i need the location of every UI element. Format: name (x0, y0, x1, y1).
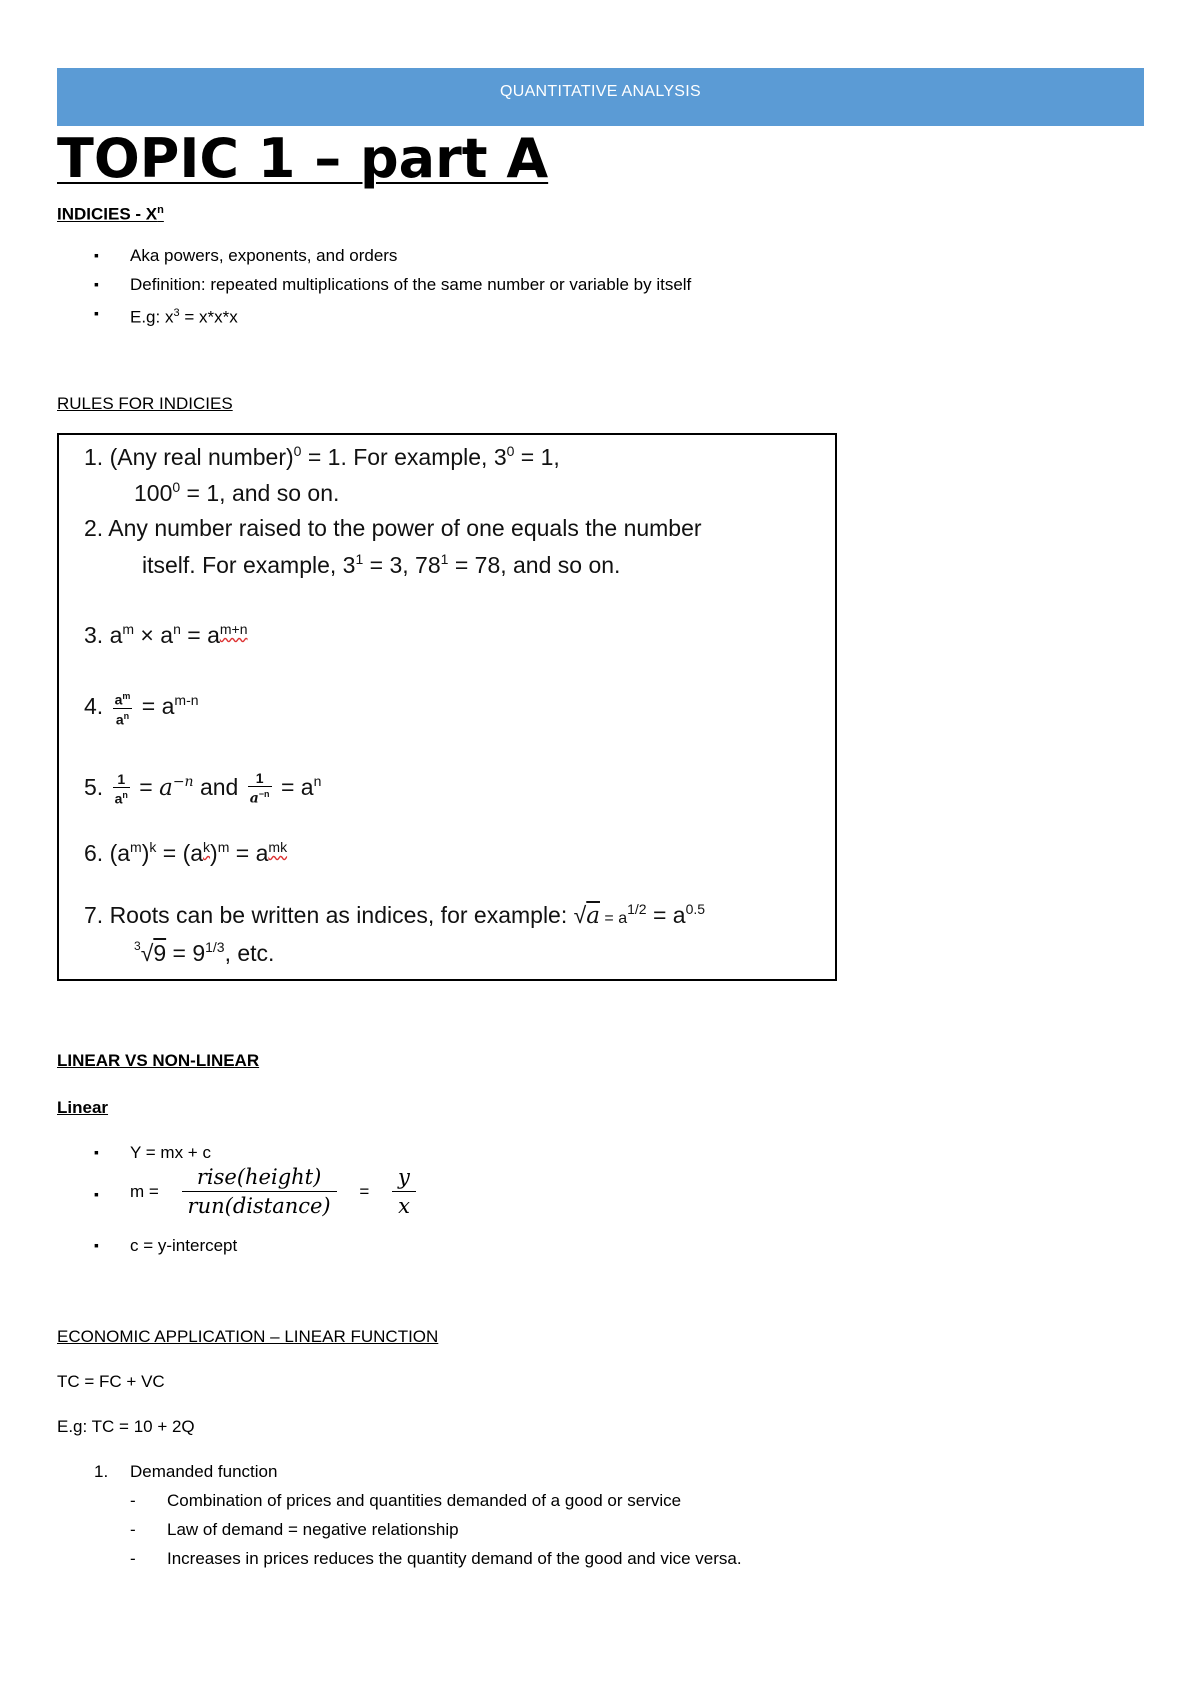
list-item: ▪ c = y-intercept (94, 1236, 238, 1255)
cube-root-icon: √ (140, 940, 154, 966)
rules-box (57, 433, 837, 981)
rule-4: 4. $\frac{a^m}{a^n}$ = $a^{m-n}$ (84, 691, 199, 728)
indices-heading: INDICIES - $X^n$ (57, 204, 164, 224)
linear-subheading: Linear (57, 1098, 109, 1117)
rule-4-fraction: $\frac{a^m}{a^n}$ (114, 691, 131, 728)
demand-sublist (57, 1486, 742, 1573)
tc-example: E.g: TC = 10 + 2Q (57, 1417, 195, 1436)
list-item: ▪ m = $\frac{\text{rise(height)}}{\text{run(distance)}}$ = $\frac{y}{x}$ (57, 1163, 416, 1220)
header-text: QUANTITATIVE ANALYSIS (499, 83, 701, 100)
list-item: ▪ Definition: repeated multiplications of the same number or variable by itself (57, 270, 691, 299)
demand-list (57, 1457, 742, 1573)
rule-2-line-2: itself. For example, $3^1 = 3$, $78^1 = 78$, and so on. (142, 551, 621, 578)
rule-5-fraction-1: $\frac{1}{a^n}$ (114, 770, 128, 807)
rule-2-line-1: 2. Any number raised to the power of one equals the number (84, 515, 702, 541)
rules-heading: RULES FOR INDICIES (57, 394, 233, 413)
list-item: ▪ E.g: $x^3 = x*x*x$ (57, 299, 691, 332)
rule-5: 5. $\frac{1}{a^n}$ = $a^{-n}$ and $\frac{1}{a^{-n}}$ = $a^n$ (84, 770, 322, 807)
rule-1-line-1: 1. (Any real number)$^0$ = 1. For example, $3^0 = 1$, (84, 443, 560, 470)
rule-7-line-1: 7. Roots can be written as indices, for example: $√a = a^{1/2} = a^{0.5}$ (84, 901, 706, 929)
indices-bullet-list (57, 241, 691, 332)
rule-6: 6. $(a^m)^k = (a^k)^m = a^{mk}$ (84, 839, 288, 866)
list-item: - Combination of prices and quantities demanded of a good or service (57, 1486, 742, 1515)
list-item: - Increases in prices reduces the quantity demand of the good and vice versa. (57, 1544, 742, 1573)
economic-heading: ECONOMIC APPLICATION – LINEAR FUNCTION (57, 1327, 439, 1346)
page-header (57, 68, 1144, 126)
list-item: ▪ Y = mx + c (94, 1143, 211, 1162)
rule-7-line-2: $^3√9 = 9^{1/3}$, etc. (134, 939, 275, 966)
list-item: ▪ Aka powers, exponents, and orders (57, 241, 691, 270)
rule-1-line-2: $100^0 = 1$, and so on. (134, 479, 340, 506)
linear-heading: LINEAR VS NON-LINEAR (57, 1051, 260, 1070)
list-item: 1. Demanded function (94, 1462, 278, 1481)
y-over-x-fraction: $\frac{y}{x}$ (392, 1163, 416, 1220)
square-root-icon: √ (573, 902, 587, 928)
linear-bullet-list (57, 1138, 757, 1258)
rule-5-fraction-2: $\frac{1}{a^{-n}}$ (249, 770, 270, 807)
tc-formula: TC = FC + VC (57, 1372, 165, 1391)
rule-3: 3. $a^m \times a^n = a^{m+n}$ (84, 621, 248, 648)
list-item: - Law of demand = negative relationship (57, 1515, 742, 1544)
page-title: TOPIC 1 – part A (57, 127, 549, 190)
rise-over-run-fraction: $\frac{\text{rise(height)}}{\text{run(distance)}}$ (182, 1163, 337, 1220)
